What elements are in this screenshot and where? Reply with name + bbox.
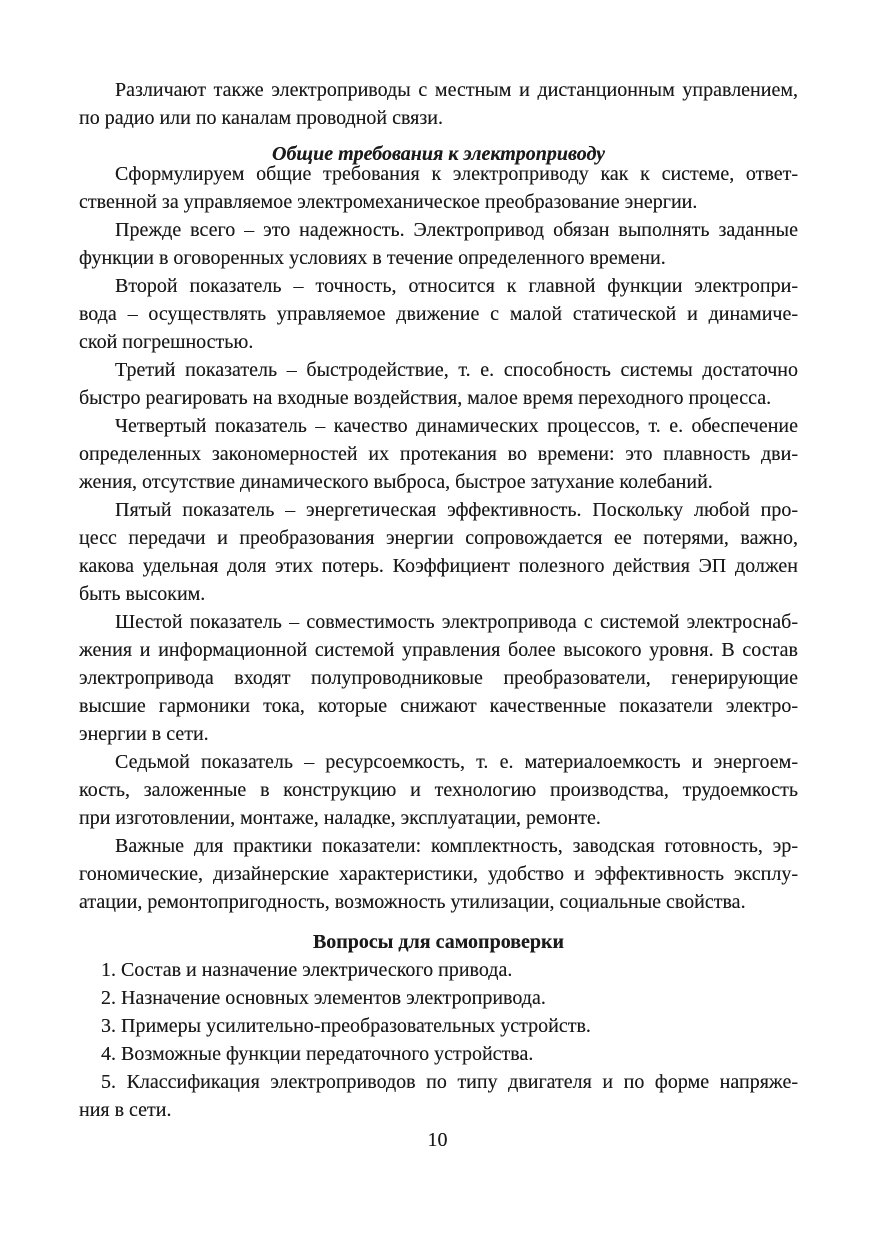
text-line: электропривода входят полупроводниковые преобразователи, генерирующие (79, 667, 798, 689)
body-paragraph (79, 412, 798, 496)
body-paragraph (79, 608, 798, 748)
text-line: жения и информационной системой управления более высокого уровня. В состав (79, 639, 798, 661)
text-line: быть высоким. (79, 583, 206, 605)
text-line: Важные для практики показатели: комплектность, заводская готовность, эр- (115, 835, 798, 857)
section-heading: Общие требования к электроприводу (272, 143, 605, 165)
text-line: ственной за управляемое электромеханическое преобразование энергии. (79, 191, 698, 213)
text-line: энергии в сети. (79, 723, 209, 745)
text-line: вода – осуществлять управляемое движение с малой статической и динамиче- (79, 303, 798, 325)
text-line: 4. Возможные функции передаточного устройства. (101, 1043, 534, 1065)
text-line: Второй показатель – точность, относится к главной функции электропри- (115, 275, 798, 297)
text-line: Седьмой показатель – ресурсоемкость, т. е. материалоемкость и энергоем- (115, 751, 798, 773)
list-item (79, 1068, 798, 1124)
questions-list (79, 956, 798, 1124)
list-item (79, 1040, 798, 1068)
text-line: Пятый показатель – энергетическая эффективность. Поскольку любой про- (115, 499, 798, 521)
text-line: функции в оговоренных условиях в течение определенного времени. (79, 247, 666, 269)
text-line: 2. Назначение основных элементов электропривода. (101, 987, 546, 1009)
text-line: Сформулируем общие требования к электроприводу как к системе, ответ- (115, 163, 798, 185)
body-paragraph (79, 272, 798, 356)
text-line: гономические, дизайнерские характеристики, удобство и эффективность эксплу- (79, 863, 798, 885)
text-line: Четвертый показатель – качество динамических процессов, т. е. обеспечение (115, 415, 798, 437)
text-line: 1. Состав и назначение электрического привода. (101, 959, 513, 981)
text-line: по радио или по каналам проводной связи. (79, 107, 443, 129)
text-line: определенных закономерностей их протекания во времени: это плавность дви- (79, 443, 798, 465)
questions-heading: Вопросы для самопроверки (312, 931, 565, 953)
body-paragraph (79, 748, 798, 832)
list-item (79, 1012, 798, 1040)
text-line: атации, ремонтопригодность, возможность утилизации, социальные свойства. (79, 891, 746, 913)
body-paragraph (79, 356, 798, 412)
list-item (79, 956, 798, 984)
text-line: Различают также электроприводы с местным и дистанционным управлением, (115, 79, 798, 101)
body-paragraph (79, 496, 798, 608)
text-line: цесс передачи и преобразования энергии сопровождается ее потерями, важно, (79, 527, 798, 549)
body-paragraph (79, 216, 798, 272)
intro-paragraph (79, 76, 798, 132)
text-line: Прежде всего – это надежность. Электропривод обязан выполнять заданные (115, 219, 798, 241)
body-paragraph (79, 160, 798, 216)
text-line: ской погрешностью. (79, 331, 254, 353)
text-block (79, 76, 798, 1124)
text-line: кость, заложенные в конструкцию и технологию производства, трудоемкость (79, 779, 798, 801)
text-line: ния в сети. (79, 1099, 172, 1121)
text-line: Третий показатель – быстродействие, т. е. способность системы достаточно (115, 359, 798, 381)
text-line: 3. Примеры усилительно-преобразовательных устройств. (101, 1015, 591, 1037)
text-line: жения, отсутствие динамического выброса, быстрое затухание колебаний. (79, 471, 713, 493)
page-number: 10 (427, 1129, 448, 1151)
text-line: 5. Классификация электроприводов по типу двигателя и по форме напряже- (101, 1071, 798, 1093)
list-item (79, 984, 798, 1012)
text-line: быстро реагировать на входные воздействия, малое время переходного процесса. (79, 387, 772, 409)
text-line: высшие гармоники тока, которые снижают качественные показатели электро- (79, 695, 798, 717)
text-line: какова удельная доля этих потерь. Коэффициент полезного действия ЭП должен (79, 555, 798, 577)
text-line: при изготовлении, монтаже, наладке, эксплуатации, ремонте. (79, 807, 601, 829)
body-paragraph (79, 832, 798, 916)
text-line: Шестой показатель – совместимость электропривода с системой электроснаб- (115, 611, 798, 633)
